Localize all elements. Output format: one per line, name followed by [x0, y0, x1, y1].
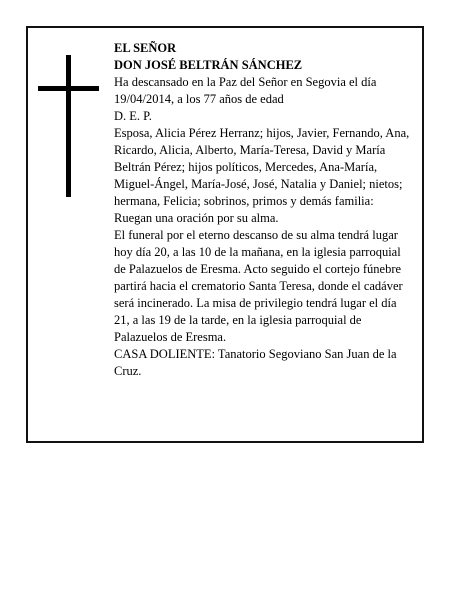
family-list: Esposa, Alicia Pérez Herranz; hijos, Javier, Fernando, Ana, Ricardo, Alicia, Alberto, María-Teresa, David y María Beltrán Pérez; hijos políticos, Mercedes, Ana-María, Miguel-Ángel, María-José, José, Natalia y Daniel; nietos; hermana, Felicia; sobrinos, primos y demás familia: — [114, 126, 410, 208]
dep-line: D. E. P. — [114, 109, 152, 123]
obituary-text — [114, 40, 414, 380]
cross-vertical-bar — [66, 55, 71, 197]
deceased-name: DON JOSÉ BELTRÁN SÁNCHEZ — [114, 58, 303, 72]
funeral-details: El funeral por el eterno descanso de su alma tendrá lugar hoy día 20, a las 10 de la mañana, en la iglesia parroquial de Palazuelos de Eresma. Acto seguido el cortejo fúnebre partirá hacia el crematorio Santa Teresa, donde el cadáver será incinerado. La misa de privilegio tendrá lugar el día 21, a las 19 de la tarde, en la iglesia parroquial de Palazuelos de Eresma. — [114, 228, 403, 344]
cross-horizontal-bar — [38, 86, 99, 91]
prayer-request: Ruegan una oración por su alma. — [114, 211, 279, 225]
obituary-notice — [26, 26, 424, 443]
death-statement: Ha descansado en la Paz del Señor en Segovia el día 19/04/2014, a los 77 años de edad — [114, 75, 377, 106]
heading-title: EL SEÑOR — [114, 41, 177, 55]
casa-doliente: CASA DOLIENTE: Tanatorio Segoviano San Juan de la Cruz. — [114, 347, 397, 378]
